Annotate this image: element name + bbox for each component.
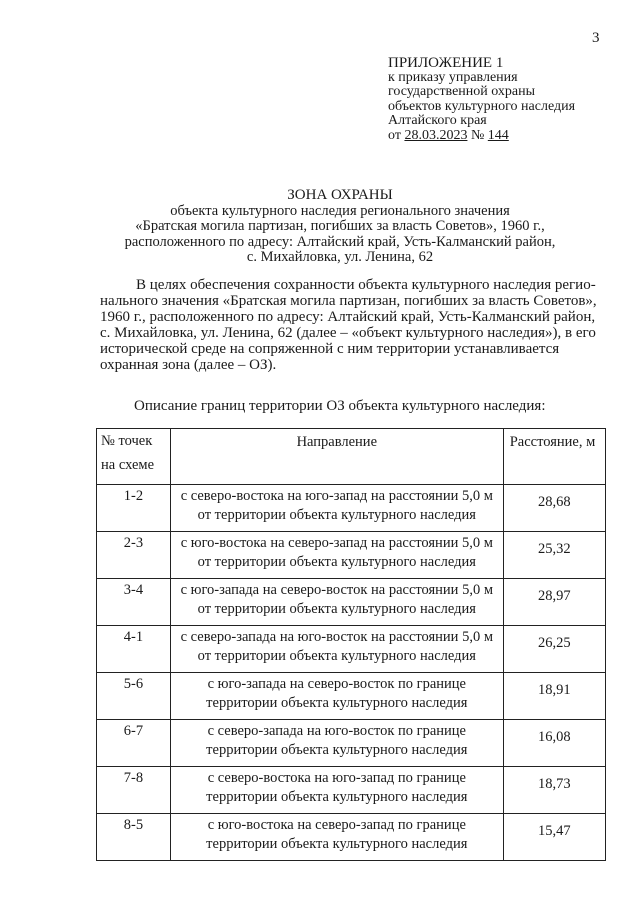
order-number: 144 xyxy=(487,127,509,143)
table-row xyxy=(97,532,606,579)
row-points: 7-8 xyxy=(97,767,171,814)
row-distance: 25,32 xyxy=(503,532,605,579)
direction-line1: с северо-востока на юго-запад по границе xyxy=(207,770,466,786)
appendix-line: объектов культурного наследия xyxy=(388,98,576,114)
title-line: с. Михайловка, ул. Ленина, 62 xyxy=(246,249,434,265)
table-row xyxy=(97,579,606,626)
paragraph-line: охранная зона (далее – ОЗ). xyxy=(100,357,277,373)
page-number: 3 xyxy=(592,30,600,46)
row-distance: 18,91 xyxy=(503,673,605,720)
direction-line2: от территории объекта культурного наследия xyxy=(197,554,476,570)
row-distance: 28,97 xyxy=(503,579,605,626)
direction-line2: от территории объекта культурного наследия xyxy=(197,507,476,523)
row-distance: 15,47 xyxy=(503,814,605,861)
direction-line2: от территории объекта культурного наследия xyxy=(197,601,476,617)
title-line: «Братская могила партизан, погибших за власть Советов», 1960 г., xyxy=(135,218,545,234)
row-direction xyxy=(170,626,503,673)
table-row xyxy=(97,673,606,720)
row-direction xyxy=(170,720,503,767)
direction-line1: с северо-востока на юго-запад на расстоянии 5,0 м xyxy=(180,488,493,504)
row-distance: 26,25 xyxy=(503,626,605,673)
row-direction xyxy=(170,485,503,532)
row-points: 3-4 xyxy=(97,579,171,626)
direction-line2: территории объекта культурного наследия xyxy=(206,742,468,758)
direction-line1: с северо-запада на юго-восток на расстоянии 5,0 м xyxy=(180,629,493,645)
row-points: 1-2 xyxy=(97,485,171,532)
row-points: 4-1 xyxy=(97,626,171,673)
row-direction xyxy=(170,673,503,720)
table-row xyxy=(97,626,606,673)
header-direction: Направление xyxy=(170,429,503,485)
number-label: № xyxy=(470,127,485,143)
appendix-line: Алтайского края xyxy=(388,113,487,128)
from-label: от xyxy=(388,127,401,143)
row-direction xyxy=(170,532,503,579)
paragraph-line: исторической среде на сопряженной с ним территории устанавливается xyxy=(100,341,560,357)
paragraph-line: нального значения «Братская могила партизан, погибших за власть Советов», xyxy=(100,293,597,309)
paragraph-line: 1960 г., расположенного по адресу: Алтайский край, Усть-Калманский район, xyxy=(100,309,596,325)
header-distance: Расстояние, м xyxy=(503,429,605,485)
row-distance: 16,08 xyxy=(503,720,605,767)
paragraph-line: В целях обеспечения сохранности объекта культурного наследия регио- xyxy=(136,277,596,293)
header-points xyxy=(97,429,171,485)
title-line: объекта культурного наследия регионального значения xyxy=(170,202,510,219)
row-direction xyxy=(170,814,503,861)
document-title xyxy=(90,188,590,266)
paragraph-line: с. Михайловка, ул. Ленина, 62 (далее – «объект культурного наследия»), в его xyxy=(100,325,596,341)
row-points: 8-5 xyxy=(97,814,171,861)
direction-line1: с юго-востока на северо-запад на расстоянии 5,0 м xyxy=(180,535,493,551)
title-heading: ЗОНА ОХРАНЫ xyxy=(287,187,393,203)
direction-line1: с юго-запада на северо-восток по границе xyxy=(207,676,466,692)
row-points: 6-7 xyxy=(97,720,171,767)
table-header-row xyxy=(97,429,606,485)
table-row xyxy=(97,720,606,767)
direction-line1: с юго-востока на северо-запад по границе xyxy=(207,817,466,833)
header-points-line2: на схеме xyxy=(101,457,155,473)
direction-line2: от территории объекта культурного наследия xyxy=(197,648,476,664)
row-distance: 28,68 xyxy=(503,485,605,532)
order-date: 28.03.2023 xyxy=(404,127,468,143)
appendix-date-line xyxy=(388,129,575,144)
appendix-heading: ПРИЛОЖЕНИЕ 1 xyxy=(388,55,504,71)
row-distance: 18,73 xyxy=(503,767,605,814)
direction-line2: территории объекта культурного наследия xyxy=(206,695,468,711)
row-direction xyxy=(170,579,503,626)
table-row xyxy=(97,814,606,861)
direction-line1: с юго-запада на северо-восток на расстоянии 5,0 м xyxy=(180,582,493,598)
intro-paragraph xyxy=(100,277,605,373)
table-caption: Описание границ территории ОЗ объекта культурного наследия: xyxy=(134,398,546,414)
appendix-line: государственной охраны xyxy=(388,84,536,99)
row-points: 5-6 xyxy=(97,673,171,720)
direction-line1: с северо-запада на юго-восток по границе xyxy=(207,723,466,739)
row-direction xyxy=(170,767,503,814)
direction-line2: территории объекта культурного наследия xyxy=(206,836,468,852)
table-row xyxy=(97,485,606,532)
header-points-line1: № точек xyxy=(101,433,153,449)
title-line: расположенного по адресу: Алтайский край, Усть-Калманский район, xyxy=(124,233,556,250)
table-row xyxy=(97,767,606,814)
appendix-block xyxy=(388,56,575,143)
direction-line2: территории объекта культурного наследия xyxy=(206,789,468,805)
appendix-line: к приказу управления xyxy=(388,69,518,85)
boundaries-table xyxy=(96,428,606,861)
row-points: 2-3 xyxy=(97,532,171,579)
